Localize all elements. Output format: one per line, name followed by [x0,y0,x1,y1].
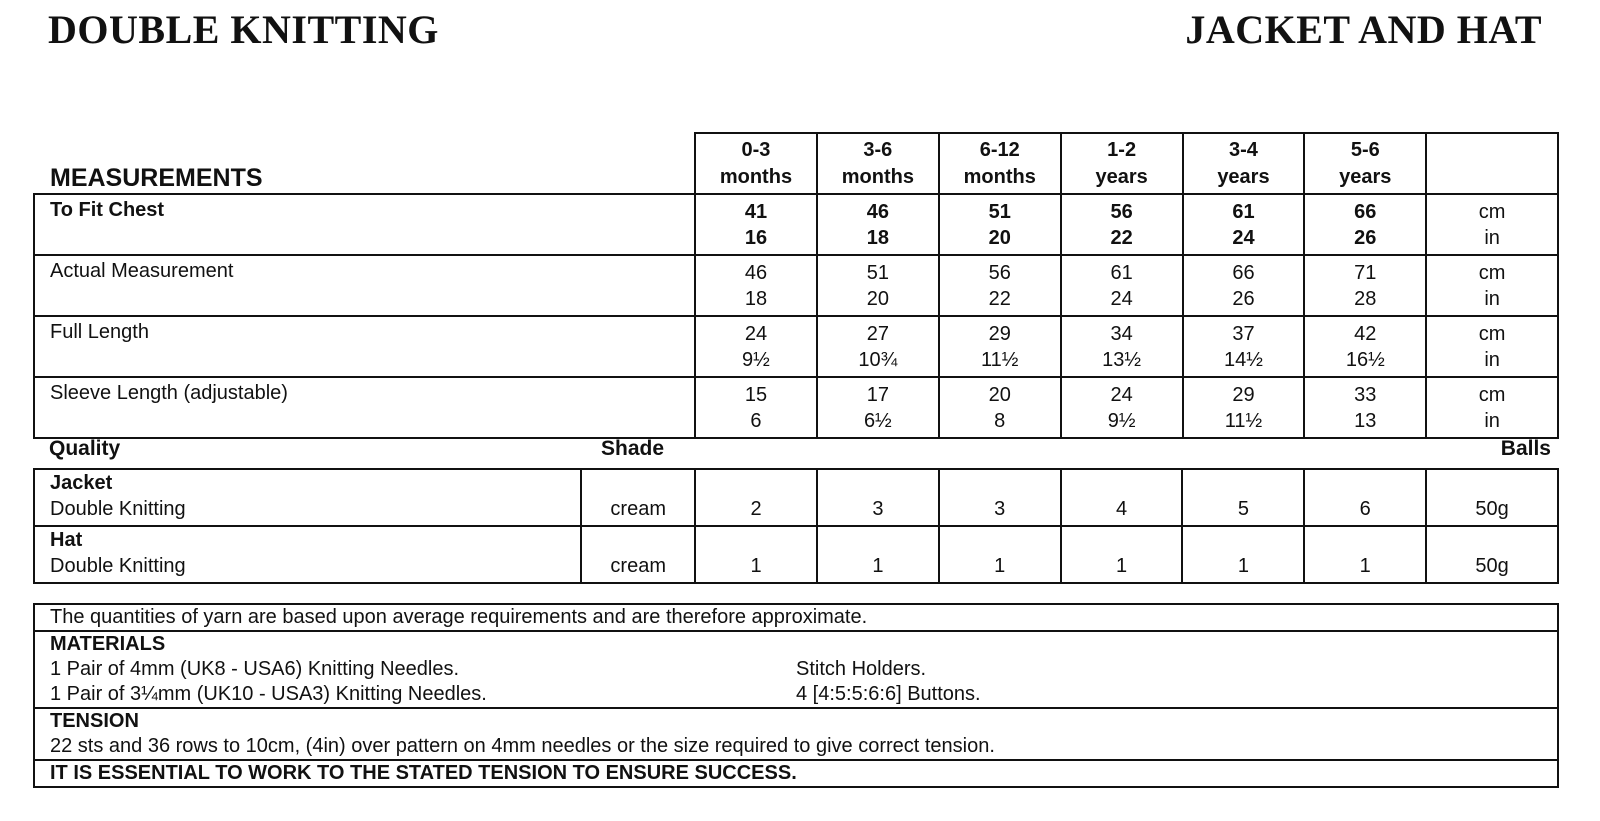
tension-text: 22 sts and 36 rows to 10cm, (4in) over pattern on 4mm needles or the size required to give correct tension. [50,735,995,757]
unit-in: in [1484,226,1500,249]
value-in: 13 [1354,409,1377,432]
measurement-cell [817,316,939,377]
measurement-cell [939,377,1061,438]
size-header [1061,133,1183,194]
value-cm: 24 [744,322,768,345]
balls-count: 1 [939,526,1061,583]
measurement-cell [695,377,817,438]
value-in: 6½ [863,409,892,432]
yarn-header [33,437,1559,467]
value-cm: 56 [988,261,1011,284]
balls-count: 3 [939,469,1061,526]
unit-header [1426,133,1558,194]
value-cm: 24 [1110,383,1133,406]
quality-header: Quality [49,437,121,460]
balls-count: 1 [695,526,817,583]
value-cm: 61 [1110,261,1133,284]
measurement-cell [939,194,1061,255]
value-in: 14½ [1223,348,1263,371]
balls-count: 1 [1182,526,1304,583]
value-in: 26 [1232,287,1255,310]
measurement-row [34,316,1558,377]
balls-count: 3 [817,469,939,526]
measurement-row [34,377,1558,438]
measurement-cell [1304,255,1426,316]
value-cm: 27 [866,322,889,345]
size-unit: months [841,165,914,188]
measurement-label: To Fit Chest [34,194,695,255]
materials-section [35,632,1557,709]
measurement-cell [1061,194,1183,255]
value-in: 20 [866,287,889,310]
yarn-shade: cream [581,526,695,583]
size-unit: months [963,165,1036,188]
measurement-cell [1061,316,1183,377]
unit-cm: cm [1478,200,1506,223]
unit-cell [1426,377,1558,438]
measurement-cell [817,194,939,255]
unit-cm: cm [1478,383,1506,406]
size-header [817,133,939,194]
yarn-quality: Double Knitting [50,498,186,520]
unit-in: in [1484,287,1500,310]
value-in: 22 [1110,226,1133,249]
document-title-right: JACKET AND HAT [1185,7,1542,52]
value-in: 6 [750,409,762,432]
value-in: 11½ [1224,409,1263,432]
balls-count: 6 [1304,469,1426,526]
measurement-cell [939,255,1061,316]
measurements-table [33,132,1559,439]
yarn-shade: cream [581,469,695,526]
size-range: 3-4 [1229,138,1258,161]
ball-weight: 50g [1426,469,1558,526]
measurement-label: Sleeve Length (adjustable) [34,377,695,438]
value-cm: 46 [744,261,768,284]
value-cm: 41 [744,200,768,223]
value-in: 24 [1232,226,1255,249]
value-in: 16½ [1345,348,1385,371]
value-cm: 37 [1232,322,1255,345]
measurement-cell [817,255,939,316]
value-cm: 66 [1354,200,1377,223]
garment-name: Jacket [50,472,113,494]
essential-note: IT IS ESSENTIAL TO WORK TO THE STATED TENSION TO ENSURE SUCCESS. [50,762,797,784]
shade-header: Shade [601,437,665,460]
balls-count: 5 [1182,469,1304,526]
value-cm: 42 [1354,322,1377,345]
notes-box [33,603,1559,788]
materials-line [50,682,1557,707]
measurement-cell [1061,377,1183,438]
unit-cm: cm [1478,322,1506,345]
materials-line [50,657,1557,682]
value-in: 22 [988,287,1011,310]
value-cm: 66 [1232,261,1255,284]
value-in: 13½ [1102,348,1142,371]
materials-heading: MATERIALS [50,633,166,655]
size-unit: years [1339,165,1392,188]
ball-weight: 50g [1426,526,1558,583]
value-cm: 61 [1232,200,1255,223]
tension-heading: TENSION [50,710,139,732]
balls-count: 2 [695,469,817,526]
value-in: 16 [744,226,768,249]
value-in: 9½ [1107,409,1136,432]
yarn-row [34,469,1558,526]
measurement-cell [695,255,817,316]
size-header-row [34,133,1558,194]
material-item: 4 [4:5:5:6:6] Buttons. [796,683,981,705]
garment-name: Hat [50,529,83,551]
measurement-label: Full Length [34,316,695,377]
size-header [1183,133,1305,194]
value-in: 18 [744,287,768,310]
unit-cell [1426,316,1558,377]
yarn-item [34,469,581,526]
yarn-table [33,468,1559,584]
value-cm: 34 [1110,322,1133,345]
size-unit: years [1217,165,1270,188]
value-in: 11½ [981,348,1019,371]
unit-cm: cm [1478,261,1506,284]
measurement-cell [1183,194,1305,255]
size-unit: years [1095,165,1148,188]
value-in: 9½ [742,348,770,371]
size-range: 3-6 [863,138,893,161]
value-in: 10¾ [858,348,898,371]
measurement-cell [1304,194,1426,255]
measurements-heading: MEASUREMENTS [50,164,263,192]
value-in: 20 [988,226,1011,249]
unit-cell [1426,194,1558,255]
size-unit: months [719,165,793,188]
yarn-quality: Double Knitting [50,555,186,577]
measurement-cell [695,194,817,255]
value-cm: 20 [988,383,1011,406]
size-range: 6-12 [979,138,1020,161]
material-item: 1 Pair of 3¼mm (UK10 - USA3) Knitting Needles. [50,683,487,705]
balls-count: 1 [1304,526,1426,583]
size-header [1304,133,1426,194]
value-cm: 71 [1354,261,1377,284]
measurement-cell [1183,377,1305,438]
yarn-row [34,526,1558,583]
balls-header: Balls [1500,437,1551,460]
unit-in: in [1484,409,1500,432]
unit-in: in [1484,348,1500,371]
balls-count: 4 [1061,469,1183,526]
measurement-cell [817,377,939,438]
tension-section [35,709,1557,761]
unit-cell [1426,255,1558,316]
measurement-cell [1183,255,1305,316]
value-in: 28 [1354,287,1377,310]
size-range: 0-3 [741,138,771,161]
value-in: 24 [1110,287,1133,310]
measurement-row [34,194,1558,255]
document-title-left: DOUBLE KNITTING [48,7,439,52]
measurement-row [34,255,1558,316]
value-in: 18 [866,226,889,249]
measurement-cell [1183,316,1305,377]
size-header [695,133,817,194]
size-range: 5-6 [1350,138,1380,161]
value-cm: 51 [988,200,1011,223]
quantities-note: The quantities of yarn are based upon average requirements and are therefore approximate. [35,605,1557,632]
measurement-cell [1304,377,1426,438]
measurement-cell [939,316,1061,377]
material-item: 1 Pair of 4mm (UK8 - USA6) Knitting Needles. [50,658,460,680]
value-in: 26 [1354,226,1377,249]
size-range: 1-2 [1107,138,1137,161]
balls-count: 1 [1061,526,1183,583]
size-header [939,133,1061,194]
measurement-label: Actual Measurement [34,255,695,316]
value-cm: 51 [866,261,889,284]
value-cm: 33 [1354,383,1377,406]
yarn-item [34,526,581,583]
value-cm: 17 [866,383,889,406]
value-in: 8 [994,409,1006,432]
measurement-cell [1304,316,1426,377]
value-cm: 56 [1110,200,1133,223]
value-cm: 29 [988,322,1011,345]
balls-count: 1 [817,526,939,583]
measurement-cell [1061,255,1183,316]
value-cm: 46 [866,200,889,223]
measurement-cell [695,316,817,377]
material-item: Stitch Holders. [796,658,927,680]
value-cm: 29 [1232,383,1255,406]
value-cm: 15 [744,383,768,406]
